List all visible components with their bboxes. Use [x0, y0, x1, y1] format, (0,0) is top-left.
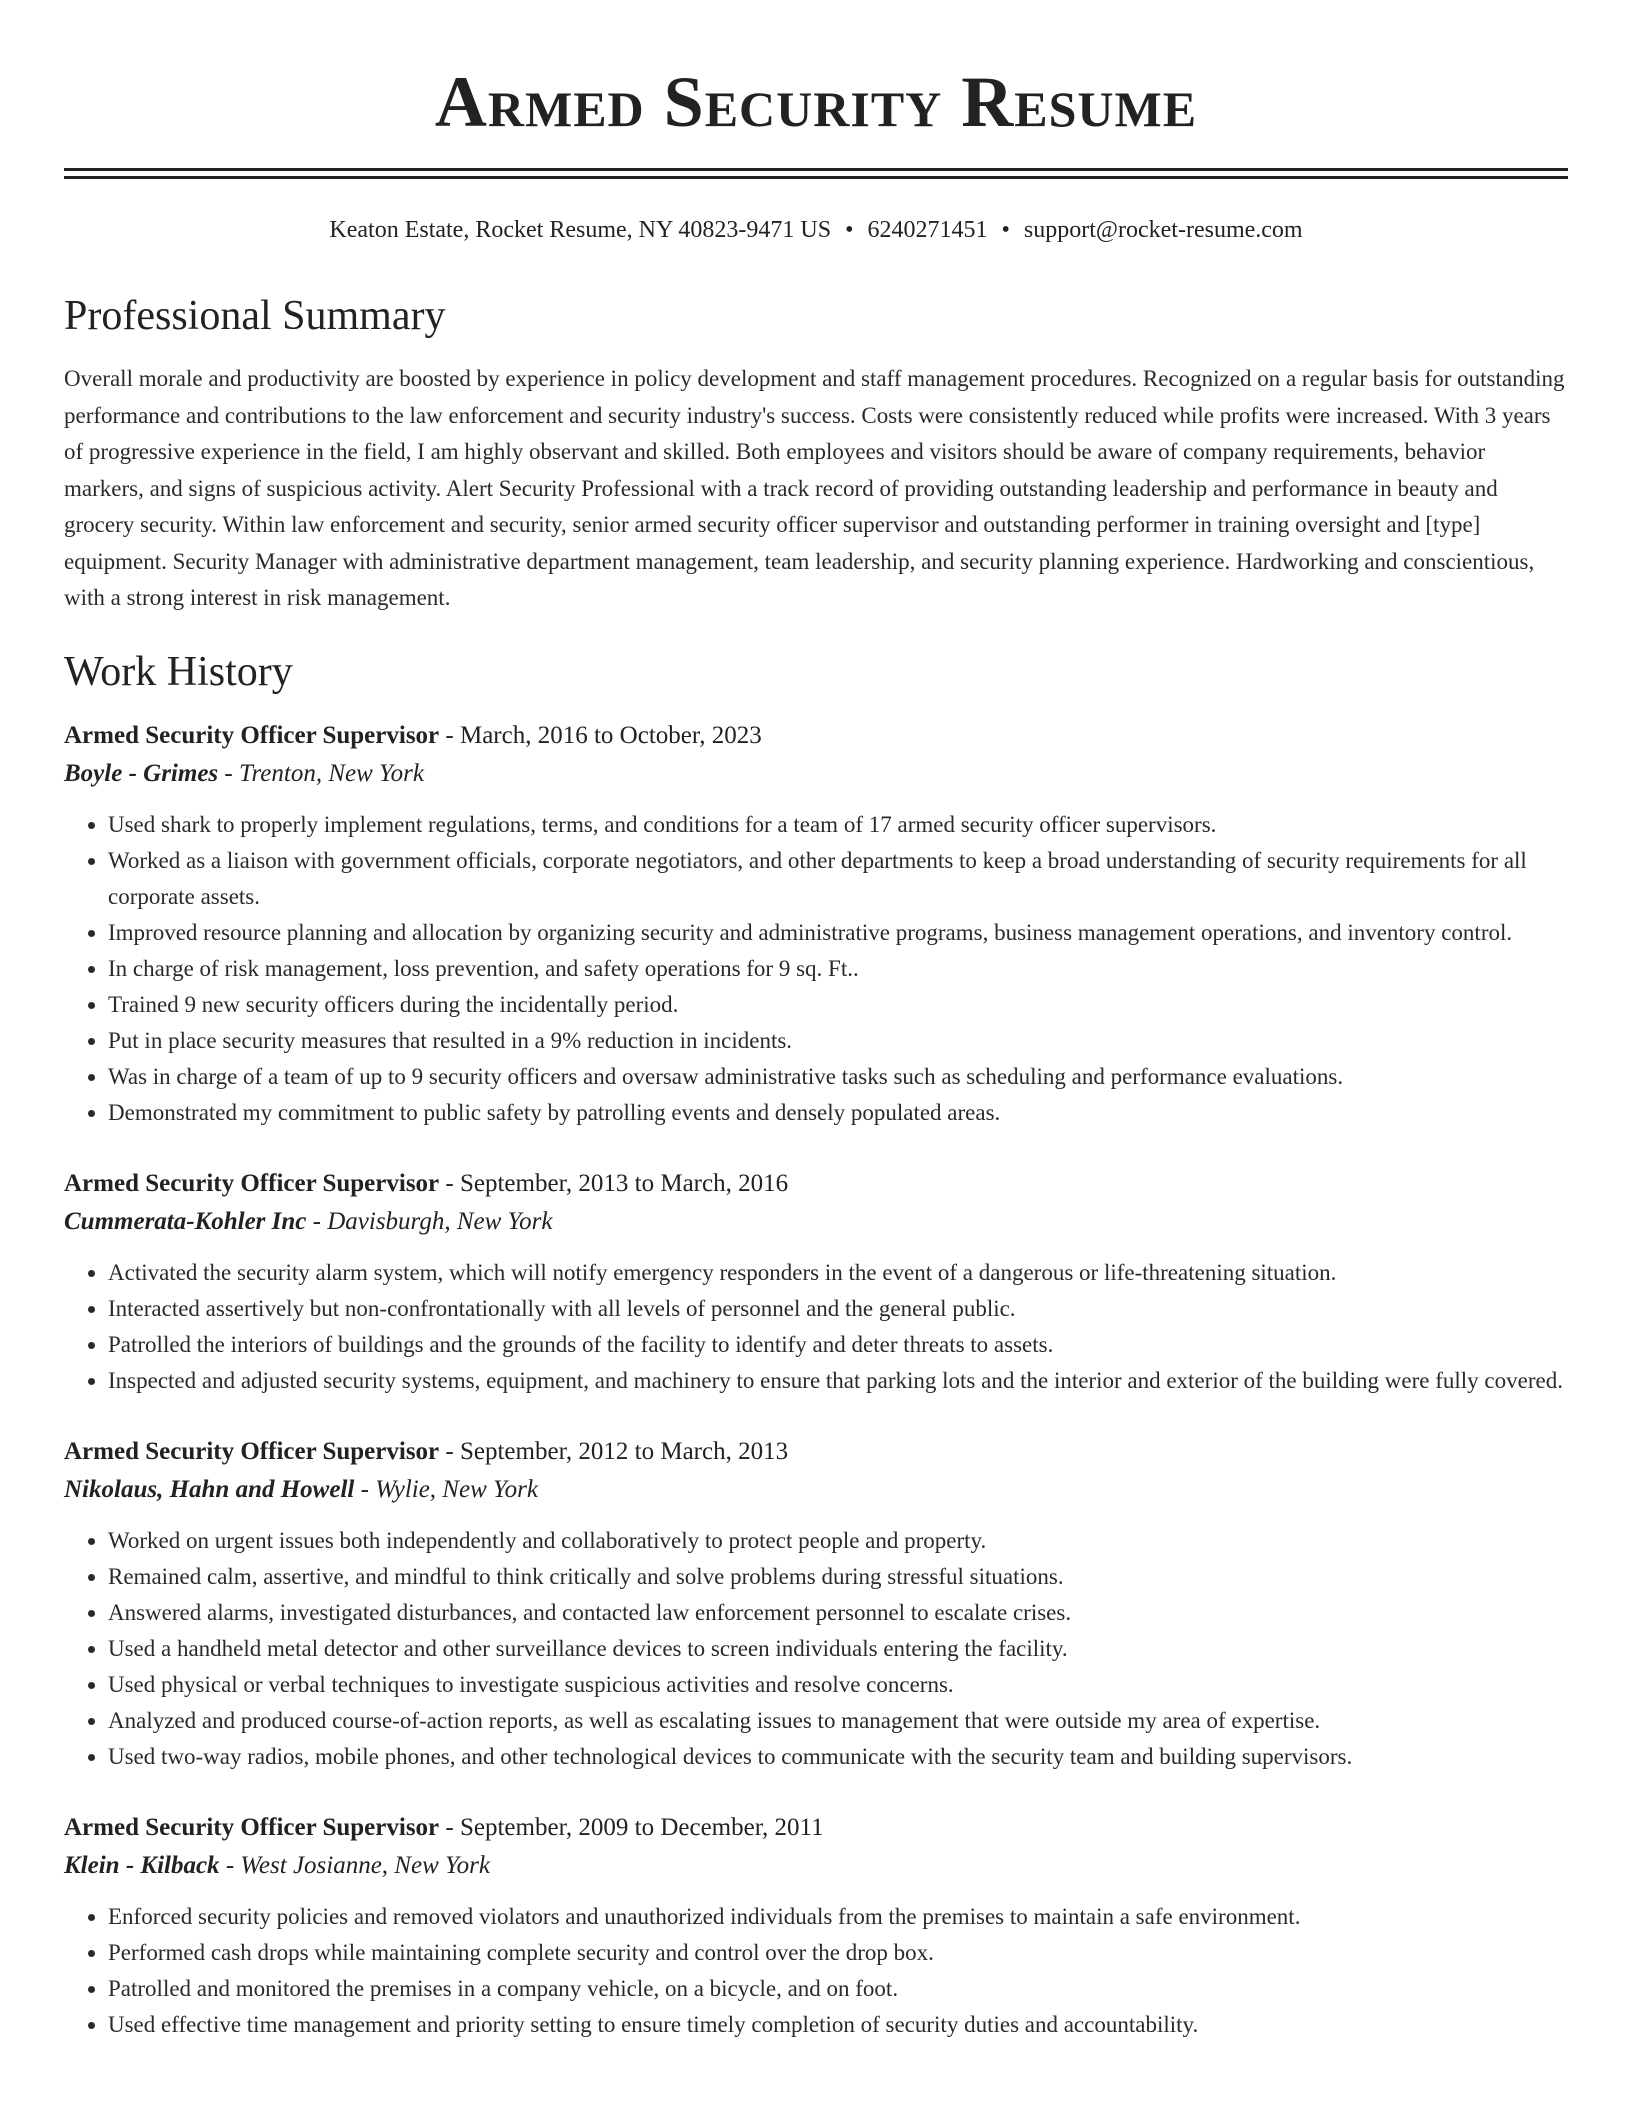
job-title-line — [64, 1809, 1568, 1847]
job-dates: September, 2013 to March, 2016 — [459, 1169, 789, 1197]
job-bullet: • Demonstrated my commitment to public safety by patrolling events and densely populated areas. — [108, 1095, 1568, 1131]
job-title-line — [64, 717, 1568, 755]
summary-heading: Professional Summary — [64, 293, 446, 339]
job-bullet: • Patrolled and monitored the premises in a company vehicle, on a bicycle, and on foot. — [108, 1971, 1568, 2007]
job-bullet: • Used shark to properly implement regulations, terms, and conditions for a team of 17 armed security officer supervisors. — [108, 807, 1568, 843]
job-bullet: • Answered alarms, investigated disturbances, and contacted law enforcement personnel to escalate crises. — [108, 1595, 1568, 1631]
page-title: Armed Security Resume — [434, 62, 1198, 142]
job-entry — [64, 1433, 1568, 1775]
job-bullet: • Used a handheld metal detector and other surveillance devices to screen individuals entering the facility. — [108, 1631, 1568, 1667]
company-dash: - — [219, 1851, 241, 1879]
contact-email: support@rocket-resume.com — [1023, 217, 1303, 243]
company-line — [64, 755, 1568, 793]
company-location: West Josianne, New York — [240, 1851, 490, 1879]
job-bullet: • Enforced security policies and removed violators and unauthorized individuals from the premises to maintain a safe environment. — [108, 1899, 1568, 1935]
company-line — [64, 1471, 1568, 1509]
summary-text: Overall morale and productivity are boosted by experience in policy development and staff management procedures. Recognized on a regular basis for outstanding performance and contributions to the law enforcement and security industry's success. Costs were consistently reduced while profits were increased. With 3 years of progressive experience in the field, I am highly observant and skilled. Both employees and visitors should be aware of company requirements, behavior markers, and signs of suspicious activity. Alert Security Professional with a track record of providing outstanding leadership and performance in beauty and grocery security. Within law enforcement and security, senior armed security officer supervisor and outstanding performer in training oversight and [type] equipment. Security Manager with administrative department management, team leadership, and security planning experience. Hardworking and conscientious, with a strong interest in risk management. — [64, 366, 1565, 610]
company-name: Boyle - Grimes — [64, 759, 219, 787]
company-dash: - — [354, 1475, 376, 1503]
job-bullet: • Worked on urgent issues both independently and collaboratively to protect people and property. — [108, 1523, 1568, 1559]
job-bullets — [64, 1523, 1568, 1775]
job-bullet: • Trained 9 new security officers during the incidentally period. — [108, 987, 1568, 1023]
work-history-list — [64, 717, 1568, 2043]
contact-phone: 6240271451 — [867, 217, 988, 243]
contact-separator: • — [845, 217, 854, 243]
job-bullet: • Remained calm, assertive, and mindful to think critically and solve problems during stressful situations. — [108, 1559, 1568, 1595]
job-title: Armed Security Officer Supervisor — [64, 1437, 440, 1465]
job-dash: - — [439, 1169, 460, 1197]
job-bullets — [64, 1255, 1568, 1399]
contact-line — [64, 213, 1568, 247]
company-name: Cummerata-Kohler Inc — [64, 1207, 307, 1235]
job-bullet: • Activated the security alarm system, which will notify emergency responders in the event of a dangerous or life-threatening situation. — [108, 1255, 1568, 1291]
company-name: Nikolaus, Hahn and Howell — [64, 1475, 355, 1503]
job-title: Armed Security Officer Supervisor — [64, 1169, 440, 1197]
company-dash: - — [218, 759, 239, 787]
title-divider — [64, 168, 1568, 179]
job-bullet: • Used two-way radios, mobile phones, and other technological devices to communicate with the security team and building supervisors. — [108, 1739, 1568, 1775]
job-bullet: • Analyzed and produced course-of-action reports, as well as escalating issues to management that were outside my area of expertise. — [108, 1703, 1568, 1739]
job-dates: March, 2016 to October, 2023 — [459, 721, 762, 749]
job-title-line — [64, 1165, 1568, 1203]
company-line — [64, 1847, 1568, 1885]
job-entry — [64, 717, 1568, 1131]
job-dash: - — [439, 1813, 460, 1841]
job-bullet: • Performed cash drops while maintaining complete security and control over the drop box. — [108, 1935, 1568, 1971]
job-bullets — [64, 807, 1568, 1131]
job-bullet: • Was in charge of a team of up to 9 security officers and oversaw administrative tasks such as scheduling and performance evaluations. — [108, 1059, 1568, 1095]
company-location: Wylie, New York — [375, 1475, 538, 1503]
job-entry — [64, 1165, 1568, 1399]
job-bullet: • In charge of risk management, loss prevention, and safety operations for 9 sq. Ft.. — [108, 951, 1568, 987]
job-bullets — [64, 1899, 1568, 2043]
job-dash: - — [439, 721, 460, 749]
job-title: Armed Security Officer Supervisor — [64, 1813, 440, 1841]
work-history-heading: Work History — [64, 648, 293, 695]
company-location: Davisburgh, New York — [327, 1207, 553, 1235]
job-bullet: • Improved resource planning and allocation by organizing security and administrative programs, business management operations, and inventory control. — [108, 915, 1568, 951]
job-dates: September, 2009 to December, 2011 — [459, 1813, 824, 1841]
job-bullet: • Patrolled the interiors of buildings and the grounds of the facility to identify and deter threats to assets. — [108, 1327, 1568, 1363]
company-line — [64, 1203, 1568, 1241]
job-bullet: • Inspected and adjusted security systems, equipment, and machinery to ensure that parking lots and the interior and exterior of the building were fully covered. — [108, 1363, 1568, 1399]
job-title: Armed Security Officer Supervisor — [64, 721, 440, 749]
company-dash: - — [306, 1207, 328, 1235]
job-bullet: • Worked as a liaison with government officials, corporate negotiators, and other departments to keep a broad understanding of security requirements for all corporate assets. — [108, 843, 1568, 915]
company-name: Klein - Kilback — [64, 1851, 220, 1879]
job-dash: - — [439, 1437, 460, 1465]
job-entry — [64, 1809, 1568, 2043]
job-bullet: • Used effective time management and priority setting to ensure timely completion of security duties and accountability. — [108, 2007, 1568, 2043]
job-bullet: • Used physical or verbal techniques to investigate suspicious activities and resolve concerns. — [108, 1667, 1568, 1703]
job-dates: September, 2012 to March, 2013 — [459, 1437, 789, 1465]
job-bullet: • Put in place security measures that resulted in a 9% reduction in incidents. — [108, 1023, 1568, 1059]
job-title-line — [64, 1433, 1568, 1471]
company-location: Trenton, New York — [238, 759, 424, 787]
contact-separator: • — [1001, 217, 1010, 243]
contact-address: Keaton Estate, Rocket Resume, NY 40823-9471 US — [329, 217, 832, 243]
job-bullet: • Interacted assertively but non-confrontationally with all levels of personnel and the general public. — [108, 1291, 1568, 1327]
